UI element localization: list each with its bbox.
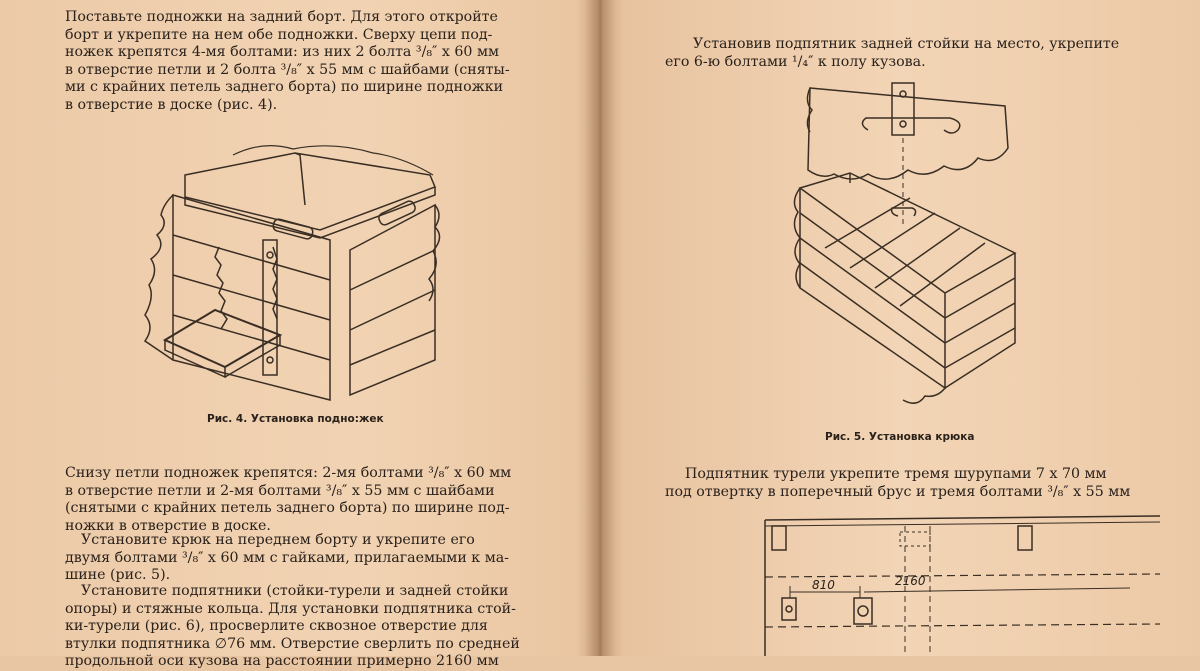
dimension-810: 810 [812, 578, 835, 592]
left-page [0, 0, 600, 670]
text-line: Снизу петли подножек крепятся: 2-мя болтами ³/₈″ x 60 мм [65, 465, 512, 481]
text-line: двумя болтами ³/₈″ x 60 мм с гайками, прилагаемыми к ма- [65, 549, 509, 566]
text-line: Установите крюк на переднем борту и укрепите его [81, 532, 475, 548]
text-line: ножки в отверстие в доске. [65, 517, 271, 534]
text-line: в отверстие петли и 2-мя болтами ³/₈″ x 55 мм с шайбами [65, 482, 495, 499]
text-line: Поставьте подножки на задний борт. Для этого откройте [65, 9, 498, 25]
text-line: борт и укрепите на нем обе подножки. Сверху цепи под- [65, 26, 493, 43]
figure-6-floor-plan-drawing [760, 512, 1160, 656]
text-line: втулки подпятника ∅76 мм. Отверстие сверлить по средней [65, 635, 520, 652]
text-line: в отверстие петли и 2 болта ³/₈″ x 55 мм с шайбами (сняты- [65, 61, 510, 78]
dimension-2160: 2160 [895, 574, 926, 588]
right-paragraph-1 [665, 36, 1165, 71]
right-page [610, 0, 1200, 656]
left-paragraph-2 [65, 465, 585, 535]
left-paragraph-1 [65, 9, 585, 115]
right-paragraph-2 [665, 466, 1165, 501]
figure-4-footboard-illustration [145, 135, 445, 405]
text-line: его 6-ю болтами ¹/₄″ к полу кузова. [665, 53, 926, 70]
text-line: в отверстие в доске (рис. 4). [65, 96, 278, 113]
figure-5-caption: Рис. 5. Установка крюка [825, 431, 975, 443]
text-line: ми с крайних петель заднего борта) по ширине подножки [65, 79, 504, 96]
left-paragraph-3 [65, 532, 585, 585]
text-line: ножек крепятся 4-мя болтами: из них 2 болта ³/₈″ x 60 мм [65, 44, 500, 61]
text-line: Установите подпятники (стойки-турели и задней стойки [81, 583, 509, 599]
text-line: продольной оси кузова на расстоянии примерно 2160 мм [65, 653, 499, 670]
text-line: Установив подпятник задней стойки на место, укрепите [693, 36, 1120, 52]
figure-4-caption: Рис. 4. Установка подно:жек [207, 413, 384, 425]
text-line: ки-турели (рис. 6), просверлите сквозное отверстие для [65, 618, 488, 635]
text-line: Подпятник турели укрепите тремя шурупами 7 x 70 мм [685, 466, 1107, 482]
text-line: шине (рис. 5). [65, 567, 171, 584]
figure-5-hook-illustration [780, 78, 1030, 418]
text-line: под отвертку в поперечный брус и тремя болтами ³/₈″ x 55 мм [665, 483, 1131, 500]
left-paragraph-4 [65, 583, 585, 671]
text-line: опоры) и стяжные кольца. Для установки подпятника стой- [65, 600, 516, 617]
text-line: (снятыми с крайних петель заднего борта) по ширине под- [65, 500, 510, 517]
